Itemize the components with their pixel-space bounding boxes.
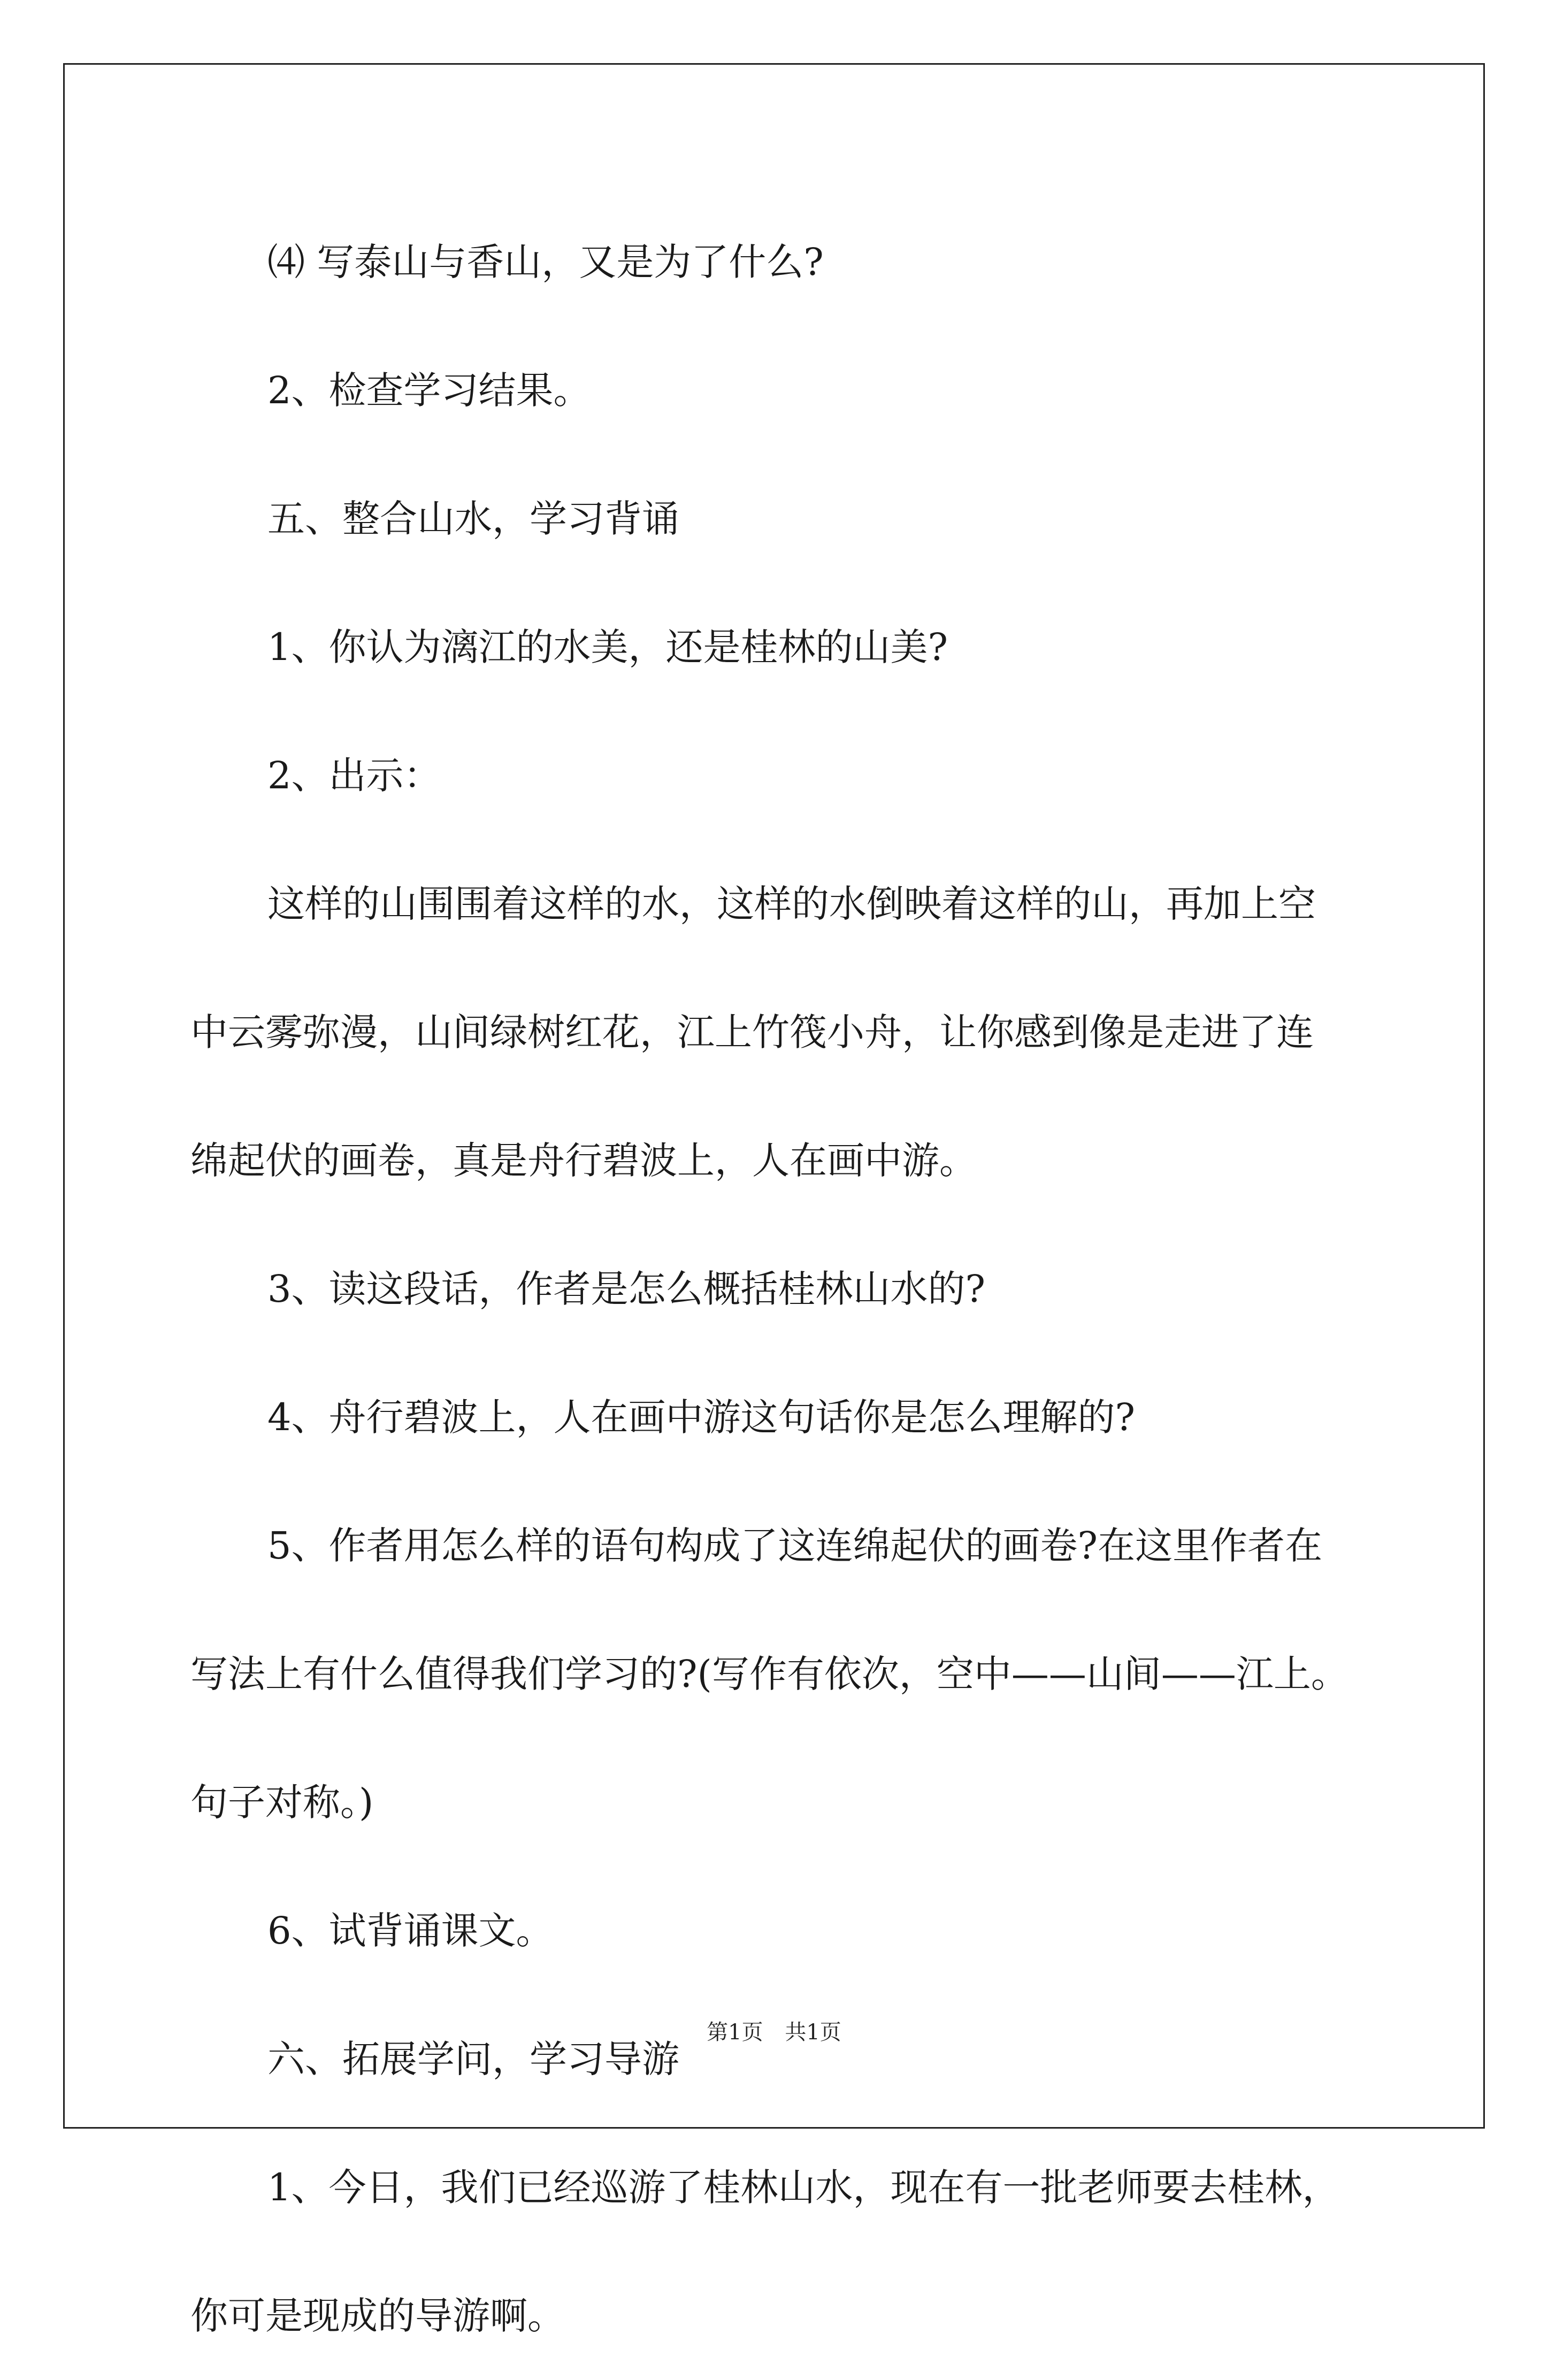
paragraph-item-1: 1、你认为漓江的水美，还是桂林的山美?: [267, 625, 948, 669]
document-body: [190, 198, 1367, 2380]
section-heading-5: 五、整合山水，学习背诵: [267, 497, 679, 541]
paragraph-item-2: 2、出示：: [267, 754, 441, 797]
paragraph-item-5-line: 写法上有什么值得我们学习的?(写作有依次，空中——山间——江上。: [190, 1652, 1348, 1696]
paragraph-guide-line: 1、今日，我们已经巡游了桂林山水，现在有一批老师要去桂林，: [267, 2166, 1340, 2209]
paragraph-item-6: 6、试背诵课文。: [267, 1909, 554, 1953]
paragraph-item-4: 4、舟行碧波上，人在画中游这句话你是怎么理解的?: [267, 1395, 1136, 1439]
page-total: 共1页: [785, 2020, 841, 2045]
paragraph-question-4: ⑷ 写泰山与香山，又是为了什么?: [267, 240, 824, 284]
paragraph-guide-line: 你可是现成的导游啊。: [190, 2294, 565, 2338]
paragraph-item-5-line: 5、作者用怎么样的语句构成了这连绵起伏的画卷?在这里作者在: [267, 1524, 1323, 1568]
quoted-passage-line: 中云雾弥漫，山间绿树红花，江上竹筏小舟，让你感到像是走进了连: [190, 1010, 1314, 1054]
quoted-passage-line: 这样的山围围着这样的水，这样的水倒映着这样的山，再加上空: [267, 882, 1316, 926]
page-footer: [0, 2015, 1548, 2046]
paragraph-item-3: 3、读这段话，作者是怎么概括桂林山水的?: [267, 1267, 986, 1311]
paragraph-check-results: 2、检查学习结果。: [267, 368, 591, 412]
page-number: 第1页: [707, 2020, 763, 2045]
quoted-passage-line: 绵起伏的画卷，真是舟行碧波上，人在画中游。: [190, 1139, 977, 1183]
paragraph-item-5-line: 句子对称。): [190, 1780, 374, 1824]
section-heading-6: 六、拓展学问，学习导游: [267, 2037, 679, 2081]
